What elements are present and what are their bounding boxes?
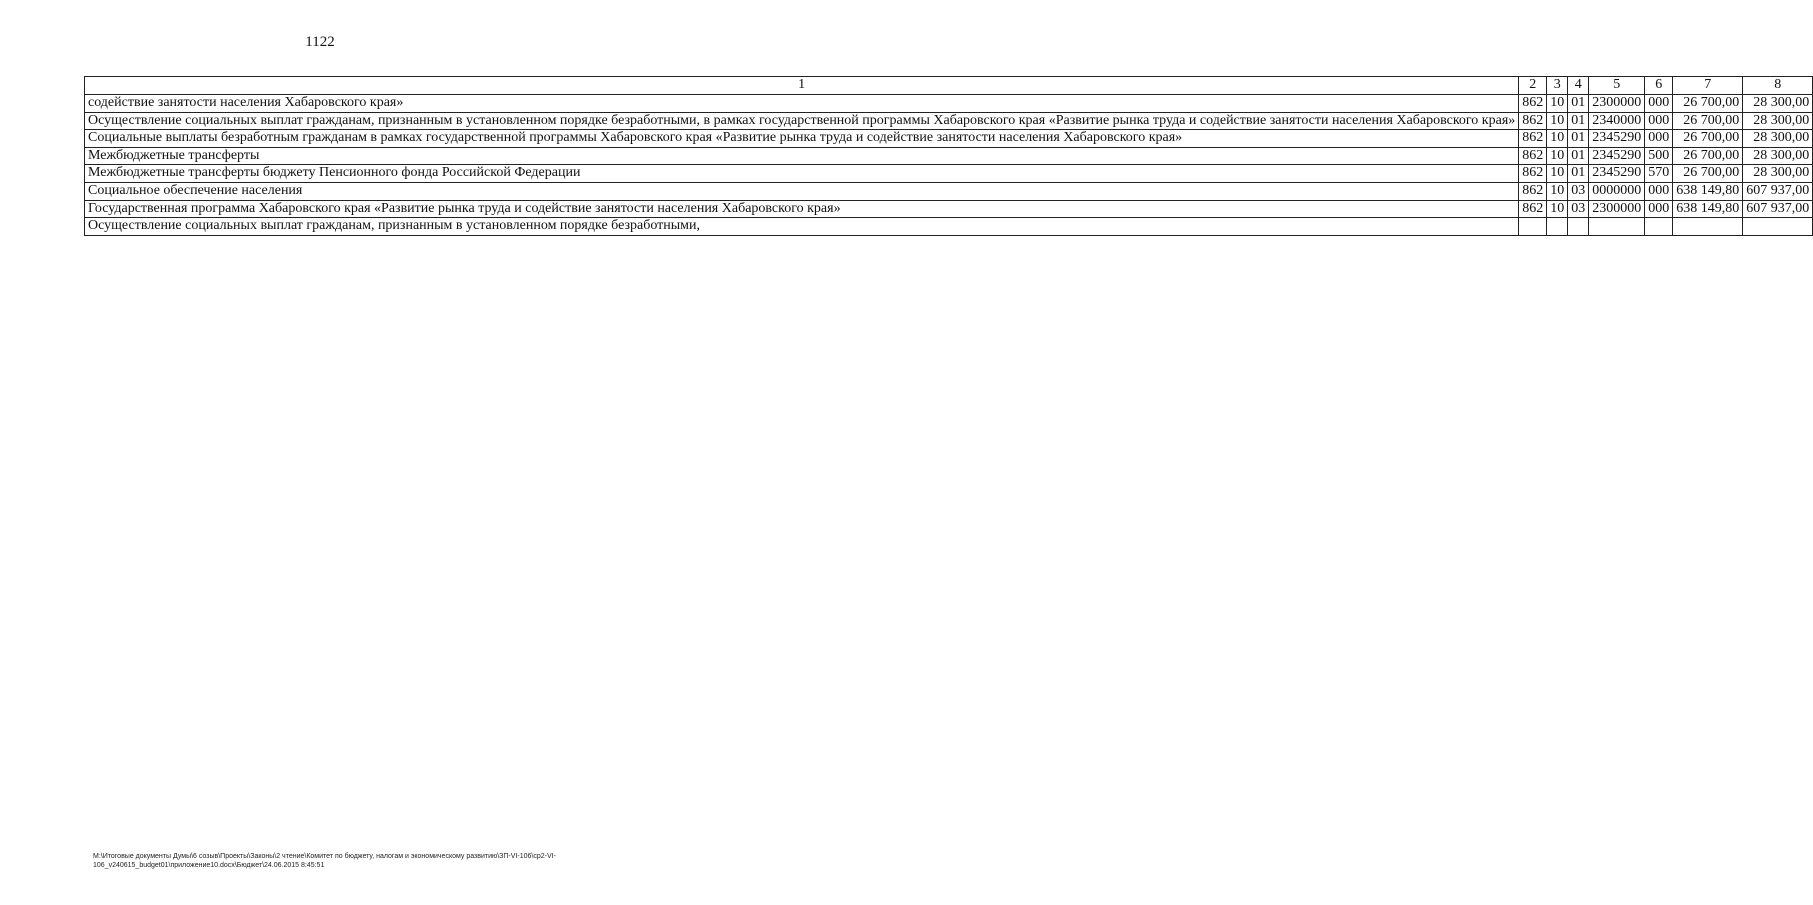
column-header-3: 3 bbox=[1547, 77, 1568, 95]
row-type: 000 bbox=[1645, 182, 1673, 200]
column-header-7: 7 bbox=[1673, 77, 1743, 95]
row-value-2: 28 300,00 bbox=[1743, 112, 1813, 130]
row-target: 2345290 bbox=[1589, 165, 1645, 183]
row-section: 10 bbox=[1547, 200, 1568, 218]
table-row bbox=[85, 200, 1813, 218]
row-type: 570 bbox=[1645, 165, 1673, 183]
row-value-2: 28 300,00 bbox=[1743, 147, 1813, 165]
row-name: Межбюджетные трансферты бюджету Пенсионного фонда Российской Федерации bbox=[85, 165, 1519, 183]
row-code: 862 bbox=[1519, 130, 1547, 148]
table-header-row bbox=[85, 77, 1813, 95]
row-section: 10 bbox=[1547, 130, 1568, 148]
row-code bbox=[1519, 218, 1547, 236]
row-value-1: 26 700,00 bbox=[1673, 112, 1743, 130]
row-value-1: 26 700,00 bbox=[1673, 165, 1743, 183]
row-name: Социальное обеспечение населения bbox=[85, 182, 1519, 200]
column-header-4: 4 bbox=[1568, 77, 1589, 95]
table-row bbox=[85, 112, 1813, 130]
row-name: Осуществление социальных выплат гражданам, признанным в установленном порядке безработными, bbox=[85, 218, 1519, 236]
table-row bbox=[85, 165, 1813, 183]
row-value-1: 26 700,00 bbox=[1673, 147, 1743, 165]
row-subsection: 01 bbox=[1568, 130, 1589, 148]
table-row bbox=[85, 95, 1813, 113]
row-section: 10 bbox=[1547, 112, 1568, 130]
row-code: 862 bbox=[1519, 112, 1547, 130]
row-type: 500 bbox=[1645, 147, 1673, 165]
row-section bbox=[1547, 218, 1568, 236]
row-value-2: 28 300,00 bbox=[1743, 165, 1813, 183]
row-value-2: 607 937,00 bbox=[1743, 200, 1813, 218]
row-value-1: 638 149,80 bbox=[1673, 200, 1743, 218]
page-number: 1122 bbox=[305, 34, 335, 50]
row-name: Межбюджетные трансферты bbox=[85, 147, 1519, 165]
table-row bbox=[85, 182, 1813, 200]
row-type: 000 bbox=[1645, 95, 1673, 113]
row-subsection: 01 bbox=[1568, 165, 1589, 183]
row-target: 2300000 bbox=[1589, 95, 1645, 113]
row-code: 862 bbox=[1519, 165, 1547, 183]
column-header-8: 8 bbox=[1743, 77, 1813, 95]
column-header-2: 2 bbox=[1519, 77, 1547, 95]
row-section: 10 bbox=[1547, 95, 1568, 113]
row-code: 862 bbox=[1519, 200, 1547, 218]
row-target: 2345290 bbox=[1589, 147, 1645, 165]
row-subsection: 03 bbox=[1568, 200, 1589, 218]
row-subsection: 01 bbox=[1568, 112, 1589, 130]
row-target: 2300000 bbox=[1589, 200, 1645, 218]
row-name: Осуществление социальных выплат гражданам, признанным в установленном порядке безработными, в рамках государственной программы Хабаровского края «Развитие рынка труда и содействие занятости населения Хабаровского края» bbox=[85, 112, 1519, 130]
row-code: 862 bbox=[1519, 147, 1547, 165]
row-value-1: 26 700,00 bbox=[1673, 95, 1743, 113]
row-target bbox=[1589, 218, 1645, 236]
row-code: 862 bbox=[1519, 182, 1547, 200]
row-value-2 bbox=[1743, 218, 1813, 236]
row-target: 2345290 bbox=[1589, 130, 1645, 148]
row-value-2: 28 300,00 bbox=[1743, 130, 1813, 148]
column-header-6: 6 bbox=[1645, 77, 1673, 95]
row-type bbox=[1645, 218, 1673, 236]
row-value-1: 638 149,80 bbox=[1673, 182, 1743, 200]
row-type: 000 bbox=[1645, 130, 1673, 148]
row-subsection: 03 bbox=[1568, 182, 1589, 200]
row-target: 0000000 bbox=[1589, 182, 1645, 200]
row-value-2: 607 937,00 bbox=[1743, 182, 1813, 200]
row-section: 10 bbox=[1547, 182, 1568, 200]
row-value-1 bbox=[1673, 218, 1743, 236]
table-row bbox=[85, 130, 1813, 148]
table-row bbox=[85, 218, 1813, 236]
row-code: 862 bbox=[1519, 95, 1547, 113]
column-header-5: 5 bbox=[1589, 77, 1645, 95]
row-subsection bbox=[1568, 218, 1589, 236]
document-path-footer: М:\Итоговые документы Думы\6 созыв\Проекты\Законы\2 чтение\Комитет по бюджету, налогам и экономическому развитию\ЗП-VI-106\ср2-VI-106_v240615_budget01\приложение10.docx\Бюджет\24.06.2015 8:45:51 bbox=[93, 853, 556, 869]
row-name: Социальные выплаты безработным гражданам в рамках государственной программы Хабаровского края «Развитие рынка труда и содействие занятости населения Хабаровского края» bbox=[85, 130, 1519, 148]
row-section: 10 bbox=[1547, 165, 1568, 183]
row-name: Государственная программа Хабаровского края «Развитие рынка труда и содействие занятости населения Хабаровского края» bbox=[85, 200, 1519, 218]
row-section: 10 bbox=[1547, 147, 1568, 165]
budget-table bbox=[84, 76, 1813, 236]
row-subsection: 01 bbox=[1568, 95, 1589, 113]
row-value-1: 26 700,00 bbox=[1673, 130, 1743, 148]
row-value-2: 28 300,00 bbox=[1743, 95, 1813, 113]
row-subsection: 01 bbox=[1568, 147, 1589, 165]
row-type: 000 bbox=[1645, 200, 1673, 218]
row-type: 000 bbox=[1645, 112, 1673, 130]
row-target: 2340000 bbox=[1589, 112, 1645, 130]
table-row bbox=[85, 147, 1813, 165]
column-header-1: 1 bbox=[85, 77, 1519, 95]
row-name: содействие занятости населения Хабаровского края» bbox=[85, 95, 1519, 113]
